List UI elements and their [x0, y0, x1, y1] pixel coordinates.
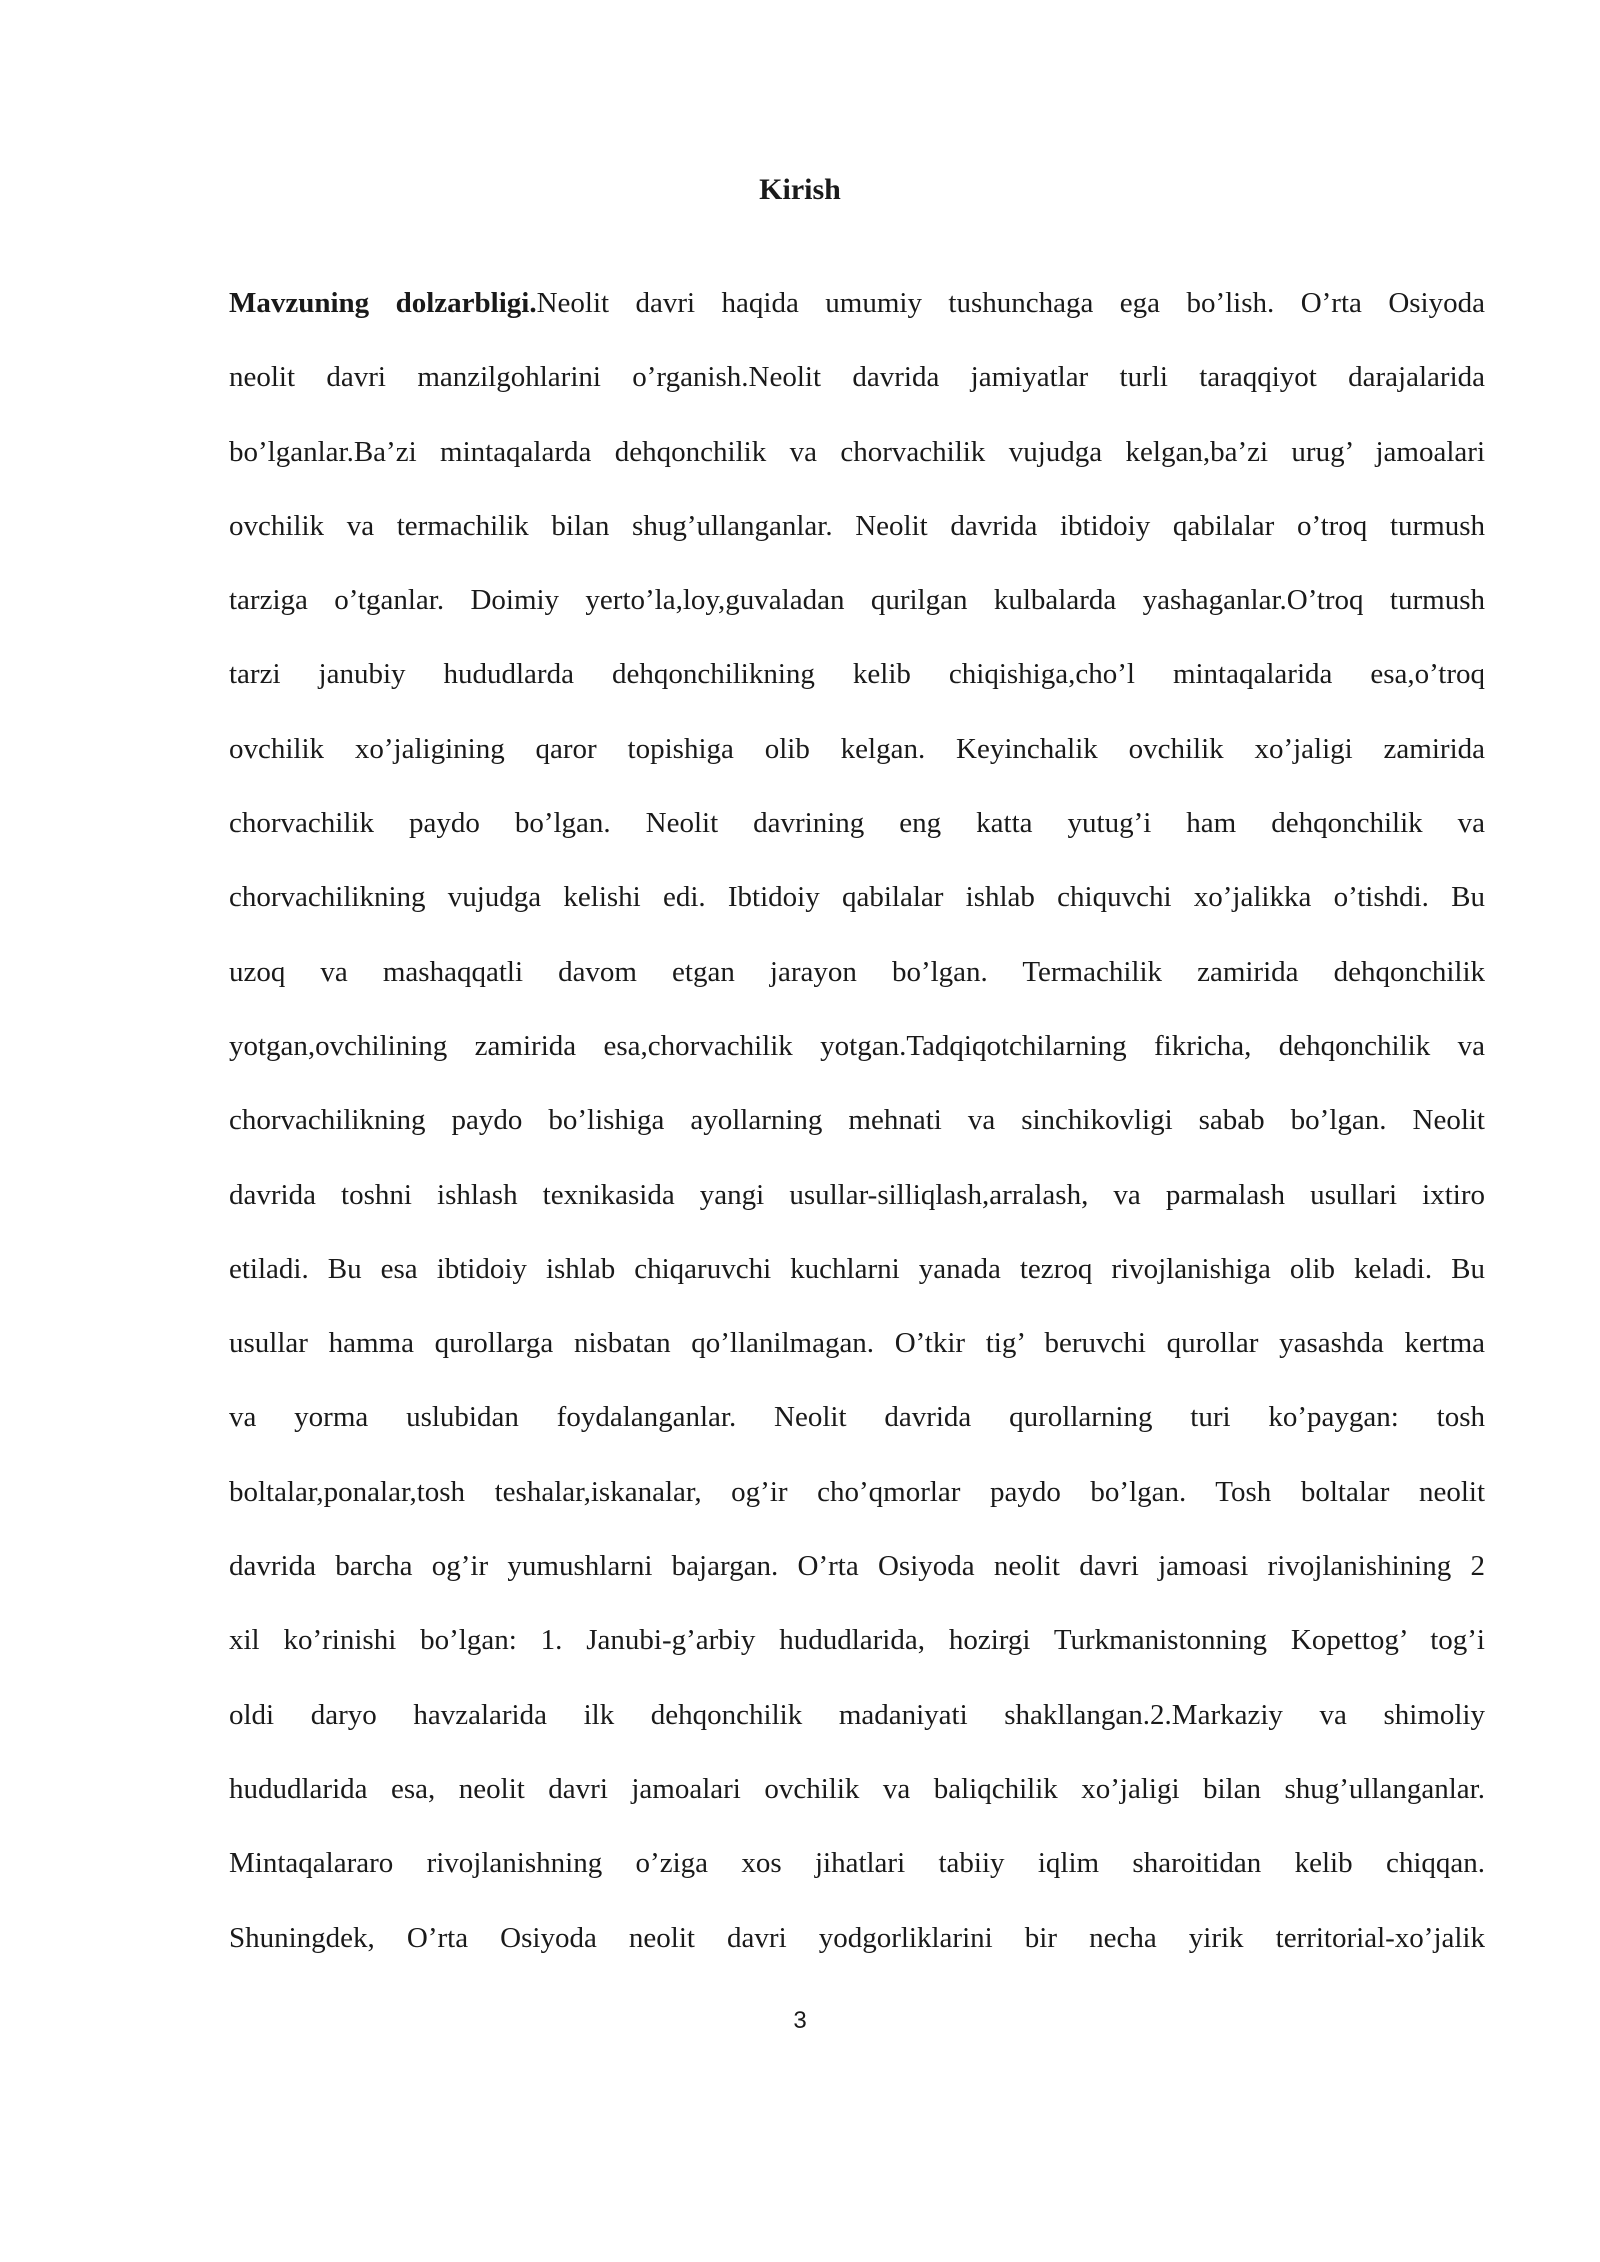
paragraph-line [229, 266, 1485, 340]
body-paragraph [229, 266, 1485, 1975]
paragraph-line: Mintaqalararo rivojlanishning o’ziga xos jihatlari tabiiy iqlim sharoitidan kelib chiqqan. [229, 1847, 1485, 1880]
paragraph-line: davrida toshni ishlash texnikasida yangi usullar-silliqlash,arralash, va parmalash usullari ixtiro [229, 1178, 1485, 1211]
paragraph-line: usullar hamma qurollarga nisbatan qo’llanilmagan. O’tkir tig’ beruvchi qurollar yasashda kertma [229, 1327, 1485, 1360]
paragraph-line: neolit davri manzilgohlarini o’rganish.Neolit davrida jamiyatlar turli taraqqiyot darajalarida [229, 361, 1485, 394]
paragraph-line: chorvachilik paydo bo’lgan. Neolit davrining eng katta yutug’i ham dehqonchilik va [229, 807, 1485, 840]
page-number: 3 [793, 2007, 807, 2034]
lead-label: Mavzuning dolzarbligi. [229, 287, 537, 319]
paragraph-line: xil ko’rinishi bo’lgan: 1. Janubi-g’arbiy hududlarida, hozirgi Turkmanistonning Kopettog’ tog’i [229, 1624, 1485, 1657]
paragraph-line: chorvachilikning vujudga kelishi edi. Ibtidoiy qabilalar ishlab chiquvchi xo’jalikka o’tishdi. Bu [229, 881, 1485, 914]
page-title: Kirish [759, 173, 841, 206]
paragraph-line: oldi daryo havzalarida ilk dehqonchilik madaniyati shakllangan.2.Markaziy va shimoliy [229, 1698, 1485, 1731]
paragraph-line: hududlarida esa, neolit davri jamoalari ovchilik va baliqchilik xo’jaligi bilan shug’ullanganlar. [229, 1772, 1485, 1805]
paragraph-line: etiladi. Bu esa ibtidoiy ishlab chiqaruvchi kuchlarni yanada tezroq rivojlanishiga olib keladi. Bu [229, 1252, 1485, 1285]
paragraph-line: boltalar,ponalar,tosh teshalar,iskanalar, og’ir cho’qmorlar paydo bo’lgan. Tosh boltalar neolit [229, 1475, 1485, 1508]
paragraph-line: yotgan,ovchilining zamirida esa,chorvachilik yotgan.Tadqiqotchilarning fikricha, dehqonchilik va [229, 1029, 1485, 1062]
paragraph-line: davrida barcha og’ir yumushlarni bajargan. O’rta Osiyoda neolit davri jamoasi rivojlanishining 2 [229, 1550, 1485, 1583]
line-text: Neolit davri haqida umumiy tushunchaga ega bo’lish. O’rta Osiyoda [536, 287, 1485, 319]
paragraph-line: Shuningdek, O’rta Osiyoda neolit davri yodgorliklarini bir necha yirik territorial-xo’jalik [229, 1921, 1485, 1954]
paragraph-line: bo’lganlar.Ba’zi mintaqalarda dehqonchilik va chorvachilik vujudga kelgan,ba’zi urug’ jamoalari [229, 435, 1485, 468]
paragraph-line: tarzi janubiy hududlarda dehqonchilikning kelib chiqishiga,cho’l mintaqalarida esa,o’troq [229, 658, 1485, 691]
paragraph-line: tarziga o’tganlar. Doimiy yerto’la,loy,guvaladan qurilgan kulbalarda yashaganlar.O’troq turmush [229, 584, 1485, 617]
paragraph-line: chorvachilikning paydo bo’lishiga ayollarning mehnati va sinchikovligi sabab bo’lgan. Neolit [229, 1104, 1485, 1137]
paragraph-line: ovchilik va termachilik bilan shug’ullanganlar. Neolit davrida ibtidoiy qabilalar o’troq turmush [229, 509, 1485, 542]
paragraph-line: va yorma uslubidan foydalanganlar. Neolit davrida qurollarning turi ko’paygan: tosh [229, 1401, 1485, 1434]
paragraph-line: uzoq va mashaqqatli davom etgan jarayon bo’lgan. Termachilik zamirida dehqonchilik [229, 955, 1485, 988]
paragraph-line: ovchilik xo’jaligining qaror topishiga olib kelgan. Keyinchalik ovchilik xo’jaligi zamirida [229, 732, 1485, 765]
